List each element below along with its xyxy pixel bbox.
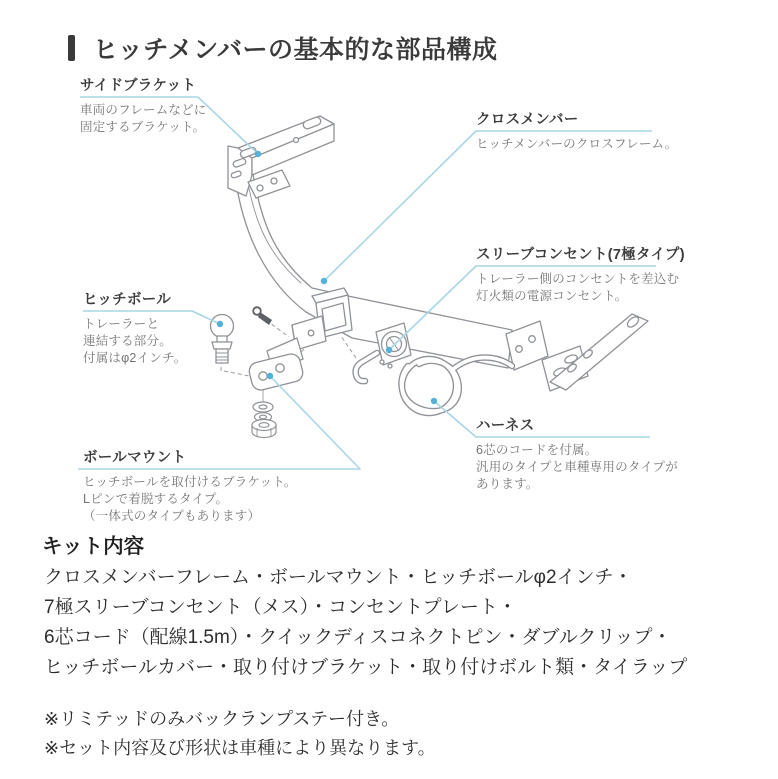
callout-cross-member-desc: ヒッチメンバーのクロスフレーム。 [476,137,678,151]
kit-note: ※セット内容及び形状は車種により異なります。 [44,738,436,758]
callout-side-bracket-title: サイドブラケット [80,78,197,94]
callout-sleeve-outlet [476,247,685,305]
kit-line: クロスメンバーフレーム・ボールマウント・ヒッチボールφ2インチ・ [44,567,633,588]
section-title: ヒッチメンバーの基本的な部品構成 [93,36,498,64]
callout-side-bracket [80,78,207,136]
callout-hitch-ball-title: ヒッチボール [83,292,172,308]
callout-ball-mount-title: ボールマウント [83,450,187,466]
callout-cross-member-title: クロスメンバー [476,112,579,128]
side-bracket-drawing [228,116,334,198]
callout-harness-desc: 6芯のコードを付属。 汎用のタイプと車種専用のタイプが あります。 [476,443,678,491]
kit-line: 6芯コード（配線1.5m）・クイックディスコネクトピン・ダブルクリップ・ [44,627,672,648]
callout-ball-mount [83,450,297,525]
callout-sleeve-outlet-desc: トレーラー側のコンセントを差込む 灯火類の電源コンセント。 [476,272,680,303]
callout-harness [476,418,678,493]
kit-heading: キット内容 [42,535,145,558]
kit-contents-list [44,563,687,683]
callout-hitch-ball [83,292,186,367]
callout-side-bracket-desc: 車両のフレームなどに 固定するブラケット。 [80,103,207,134]
ball-mount-drawing [247,316,326,392]
nut-drawing [252,420,276,438]
callout-harness-title: ハーネス [476,418,535,434]
callout-ball-mount-desc: ヒッチボールを取付けるブラケット。 Lピンで着脱するタイプ。 （一体式のタイプもあります） [83,475,297,523]
kit-line: 7極スリーブコンセント（メス）・コンセントプレート・ [44,597,517,618]
callout-hitch-ball-desc: トレーラーと 連結する部分。 付属はφ2インチ。 [83,317,187,365]
kit-line: ヒッチボールカバー・取り付けブラケット・取り付けボルト類・タイラップ [44,657,688,678]
kit-note: ※リミテッドのみバックランプステー付き。 [44,709,400,729]
right-side-bracket-drawing [542,314,648,391]
callout-cross-member [476,112,677,153]
callout-sleeve-outlet-title: スリーブコンセント(7極タイプ) [476,247,685,263]
washer-drawing [253,402,273,421]
kit-notes [44,705,436,763]
l-pin-drawing [356,353,377,381]
quick-disconnect-pin-drawing [253,307,272,325]
